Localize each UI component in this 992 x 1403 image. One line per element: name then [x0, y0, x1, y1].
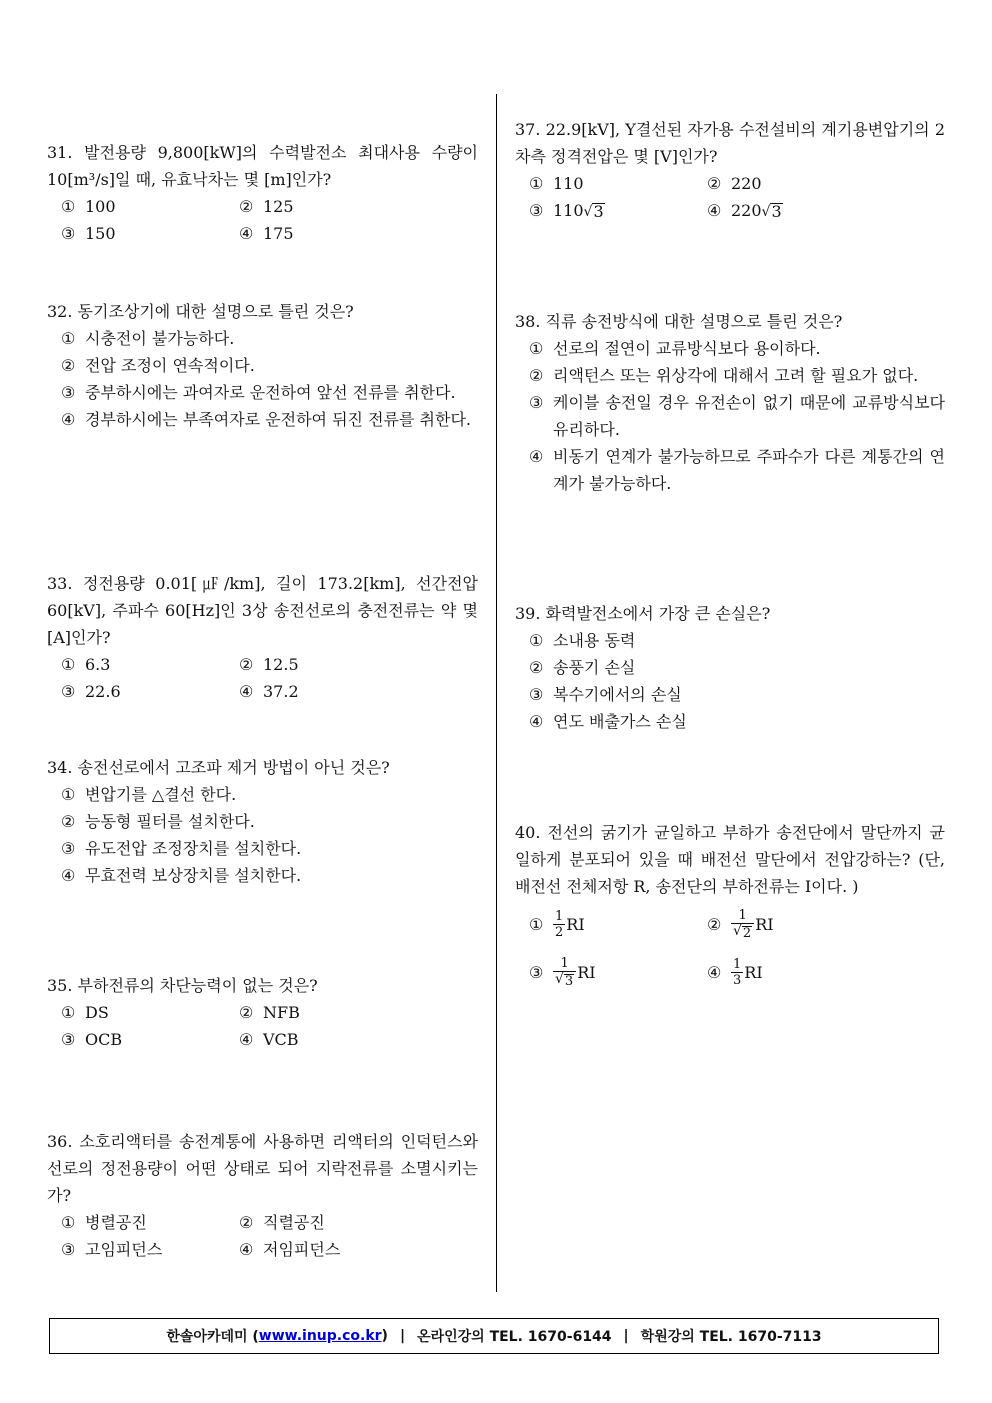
question-32: [47, 298, 478, 433]
q39-choice-1[interactable]: ① 소내용 동력: [529, 631, 636, 650]
q36-choice-2[interactable]: ② 직렬공진: [239, 1213, 325, 1232]
q39-choice-2[interactable]: ② 송풍기 손실: [529, 658, 636, 677]
question-40: [515, 819, 945, 996]
question-38-text: 38. 직류 송전방식에 대한 설명으로 틀린 것은?: [515, 312, 843, 331]
sqrt-symbol: √ 2: [733, 923, 752, 941]
q34-choice-2[interactable]: ② 능동형 필터를 설치한다.: [61, 812, 255, 831]
question-39-text: 39. 화력발전소에서 가장 큰 손실은?: [515, 604, 771, 623]
question-33: [47, 570, 478, 705]
q40-choice-3[interactable]: ③ 1 √ 3 RI: [529, 956, 596, 989]
q38-choice-4[interactable]: ④ 비동기 연계가 불가능하므로 주파수가 다른 계통간의 연계가 불가능하다.: [529, 447, 945, 493]
q34-choice-4[interactable]: ④ 무효전력 보상장치를 설치한다.: [61, 866, 302, 885]
q36-choice-4[interactable]: ④ 저임피던스: [239, 1240, 341, 1259]
sqrt-symbol: √ 3: [761, 202, 782, 221]
q37-choice-4[interactable]: ④ 220 √ 3: [707, 197, 945, 226]
footer-separator: |: [623, 1328, 629, 1344]
question-31-text: 31. 발전용량 9,800[kW]의 수력발전소 최대사용 수량이 10[m³/s]일 때, 유효낙차는 몇 [m]인가?: [47, 143, 478, 189]
q32-choice-4[interactable]: ④ 경부하시에는 부족여자로 운전하여 뒤진 전류를 취한다.: [61, 410, 472, 429]
q34-choice-3[interactable]: ③ 유도전압 조정장치를 설치한다.: [61, 839, 302, 858]
question-38: [515, 308, 945, 497]
fraction: $\frac{1}{2}$: [555, 908, 564, 940]
footer-contact-box: 한솔아카데미 ( www.inup.co.kr ) | 온라인강의 TEL. 1670-6144 | 학원강의 TEL. 1670-7113: [49, 1318, 939, 1354]
footer-academy: 한솔아카데미 (: [166, 1329, 259, 1345]
q37-choice-2[interactable]: ② 220: [707, 174, 762, 193]
q40-choice-4[interactable]: ④ $\frac{1}{3}$ RI: [707, 956, 763, 988]
question-37-text: 37. 22.9[kV], Y결선된 자가용 수전설비의 계기용변압기의 2차측 정격전압은 몇 [V]인가?: [515, 120, 945, 166]
question-32-text: 32. 동기조상기에 대한 설명으로 틀린 것은?: [47, 302, 354, 321]
q40-choice-1[interactable]: ① $\frac{1}{2}$ RI: [529, 908, 585, 940]
fraction: 1 √ 3: [553, 956, 576, 988]
q33-choice-1[interactable]: ① 6.3: [61, 655, 111, 674]
question-34: [47, 754, 478, 889]
footer-online-tel: 온라인강의 TEL. 1670-6144: [417, 1329, 612, 1345]
sqrt-symbol: √ 3: [555, 971, 574, 989]
q35-choice-2[interactable]: ② NFB: [239, 1003, 300, 1022]
footer-offline-tel: 학원강의 TEL. 1670-7113: [640, 1329, 822, 1345]
question-40-text: 40. 전선의 굵기가 균일하고 부하가 송전단에서 말단까지 균일하게 분포되어 있을 때 배전선 말단에서 전압강하는? (단, 배전선 전체저항 R, 송전단의 부하전류는 I이다. ): [515, 823, 945, 896]
q32-choice-2[interactable]: ② 전압 조정이 연속적이다.: [61, 356, 255, 375]
question-37: [515, 116, 945, 226]
q34-choice-1[interactable]: ① 변압기를 △결선 한다.: [61, 785, 237, 804]
q35-choice-1[interactable]: ① DS: [61, 1003, 109, 1022]
q40-choice-2[interactable]: ② 1 √ 2 RI: [707, 908, 774, 941]
question-36: [47, 1128, 478, 1263]
q31-choice-1[interactable]: ① 100: [61, 197, 116, 216]
q31-choice-4[interactable]: ④ 175: [239, 224, 294, 243]
q37-choice-3[interactable]: ③ 110 √ 3: [529, 197, 707, 226]
question-33-text: 33. 정전용량 0.01[㎌/km], 길이 173.2[km], 선간전압 60[kV], 주파수 60[Hz]인 3상 송전선로의 충전전류는 약 몇 [A]인가?: [47, 574, 478, 647]
q36-choice-1[interactable]: ① 병렬공진: [61, 1213, 147, 1232]
q31-choice-3[interactable]: ③ 150: [61, 224, 116, 243]
q39-choice-4[interactable]: ④ 연도 배출가스 손실: [529, 712, 687, 731]
question-35: [47, 972, 478, 1053]
question-31: [47, 139, 478, 247]
q38-choice-3[interactable]: ③ 케이블 송전일 경우 유전손이 없기 때문에 교류방식보다 유리하다.: [529, 393, 945, 439]
q39-choice-3[interactable]: ③ 복수기에서의 손실: [529, 685, 682, 704]
q31-choice-2[interactable]: ② 125: [239, 197, 294, 216]
question-36-text: 36. 소호리액터를 송전계통에 사용하면 리액터의 인덕턴스와 선로의 정전용량이 어떤 상태로 되어 지락전류를 소멸시키는가?: [47, 1132, 478, 1205]
q38-choice-2[interactable]: ② 리액턴스 또는 위상각에 대해서 고려 할 필요가 없다.: [529, 366, 919, 385]
q35-choice-4[interactable]: ④ VCB: [239, 1030, 299, 1049]
q33-choice-4[interactable]: ④ 37.2: [239, 682, 299, 701]
column-divider: [496, 94, 497, 1292]
sqrt-symbol: √ 3: [583, 202, 604, 221]
fraction: $\frac{1}{3}$: [733, 956, 742, 988]
footer-website-link[interactable]: www.inup.co.kr: [258, 1328, 382, 1344]
q37-choice-1[interactable]: ① 110: [529, 174, 584, 193]
q36-choice-3[interactable]: ③ 고임피던스: [61, 1240, 163, 1259]
q38-choice-1[interactable]: ① 선로의 절연이 교류방식보다 용이하다.: [529, 339, 821, 358]
q32-choice-3[interactable]: ③ 중부하시에는 과여자로 운전하여 앞선 전류를 취한다.: [61, 383, 456, 402]
q33-choice-3[interactable]: ③ 22.6: [61, 682, 121, 701]
q32-choice-1[interactable]: ① 시충전이 불가능하다.: [61, 329, 235, 348]
fraction: 1 √ 2: [731, 908, 754, 940]
q33-choice-2[interactable]: ② 12.5: [239, 655, 299, 674]
footer-separator: |: [399, 1328, 406, 1344]
question-39: [515, 600, 945, 735]
q35-choice-3[interactable]: ③ OCB: [61, 1030, 123, 1049]
question-35-text: 35. 부하전류의 차단능력이 없는 것은?: [47, 976, 318, 995]
question-34-text: 34. 송전선로에서 고조파 제거 방법이 아닌 것은?: [47, 758, 390, 777]
